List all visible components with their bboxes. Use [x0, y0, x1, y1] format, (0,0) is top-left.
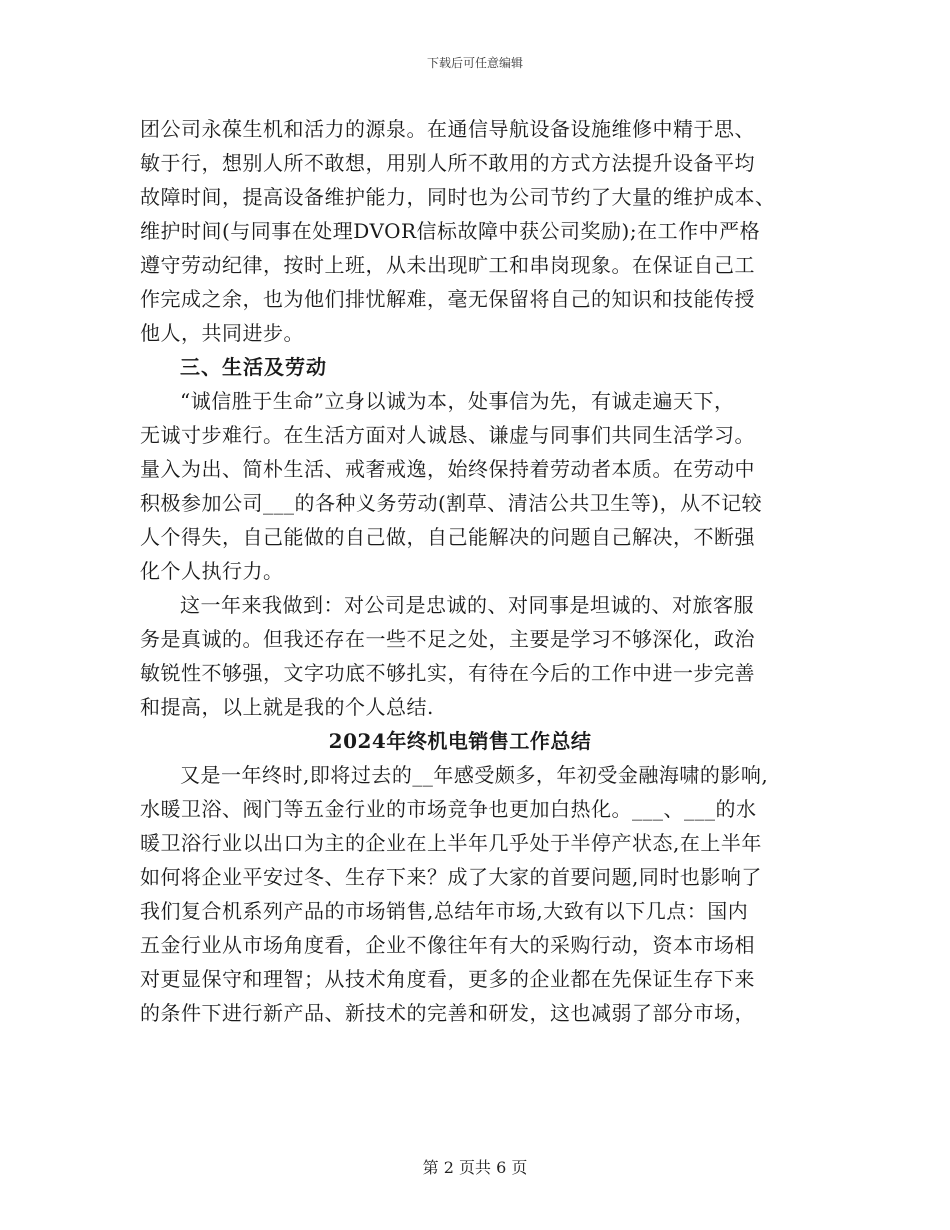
section-heading: 三、生活及劳动: [180, 355, 327, 379]
text-line: 敏锐性不够强，文字功底不够扎实，有待在今后的工作中进一步完善: [140, 661, 755, 685]
text-line: 作完成之余，也为他们排忧解难，毫无保留将自己的知识和技能传授: [140, 287, 755, 311]
text-line: 的条件下进行新产品、新技术的完善和研发，这也减弱了部分市场，: [140, 1001, 755, 1025]
text-line: 遵守劳动纪律，按时上班，从未出现旷工和串岗现象。在保证自己工: [140, 253, 755, 277]
page-number: 第 2 页共 6 页: [422, 1158, 528, 1177]
text-line: 故障时间，提高设备维护能力，同时也为公司节约了大量的维护成本、: [140, 185, 776, 209]
paragraph-4: [140, 758, 840, 1030]
text-line: 敏于行，想别人所不敢想，用别人所不敢用的方式方法提升设备平均: [140, 151, 755, 175]
text-line: 暖卫浴行业以出口为主的企业在上半年几乎处于半停产状态,在上半年: [140, 831, 762, 855]
text-line: 如何将企业平安过冬、生存下来？成了大家的首要问题,同时也影响了: [140, 865, 762, 889]
text-line: 又是一年终时,即将过去的__年感受颇多，年初受金融海啸的影响,: [180, 763, 769, 787]
text-line: 和提高，以上就是我的个人总结.: [140, 695, 434, 719]
text-line: 无诚寸步难行。在生活方面对人诚恳、谦虚与同事们共同生活学习。: [140, 423, 755, 447]
page-header: 下载后可任意编辑: [426, 56, 523, 70]
text-line: 维护时间(与同事在处理DVOR信标故障中获公司奖励);在工作中严格: [140, 219, 761, 243]
paragraph-2: [140, 384, 840, 588]
text-line: 五金行业从市场角度看，企业不像往年有大的采购行动，资本市场相: [140, 933, 755, 957]
text-line: 人个得失，自己能做的自己做，自己能解决的问题自己解决，不断强: [140, 525, 755, 549]
text-line: 对更显保守和理智；从技术角度看，更多的企业都在先保证生存下来: [140, 967, 755, 991]
text-line: 我们复合机系列产品的市场销售,总结年市场,大致有以下几点：国内: [140, 899, 749, 923]
text-line: 团公司永葆生机和活力的源泉。在通信导航设备设施维修中精于思、: [140, 117, 755, 141]
text-line: 他人，共同进步。: [140, 321, 304, 345]
text-line: 量入为出、简朴生活、戒奢戒逸，始终保持着劳动者本质。在劳动中: [140, 457, 755, 481]
paragraph-3: [140, 588, 840, 724]
document-body: [140, 112, 840, 1030]
document-title: 2024年终机电销售工作总结: [328, 729, 592, 753]
text-line: 水暖卫浴、阀门等五金行业的市场竞争也更加白热化。___、___的水: [140, 797, 757, 821]
text-line: 这一年来我做到：对公司是忠诚的、对同事是坦诚的、对旅客服: [180, 593, 754, 617]
text-line: “诚信胜于生命”立身以诚为本，处事信为先，有诚走遍天下，: [180, 389, 735, 413]
text-line: 积极参加公司___的各种义务劳动(割草、清洁公共卫生等)，从不记较: [140, 491, 763, 515]
text-line: 务是真诚的。但我还存在一些不足之处，主要是学习不够深化，政治: [140, 627, 755, 651]
text-line: 化个人执行力。: [140, 559, 284, 583]
paragraph-1: [140, 112, 840, 350]
